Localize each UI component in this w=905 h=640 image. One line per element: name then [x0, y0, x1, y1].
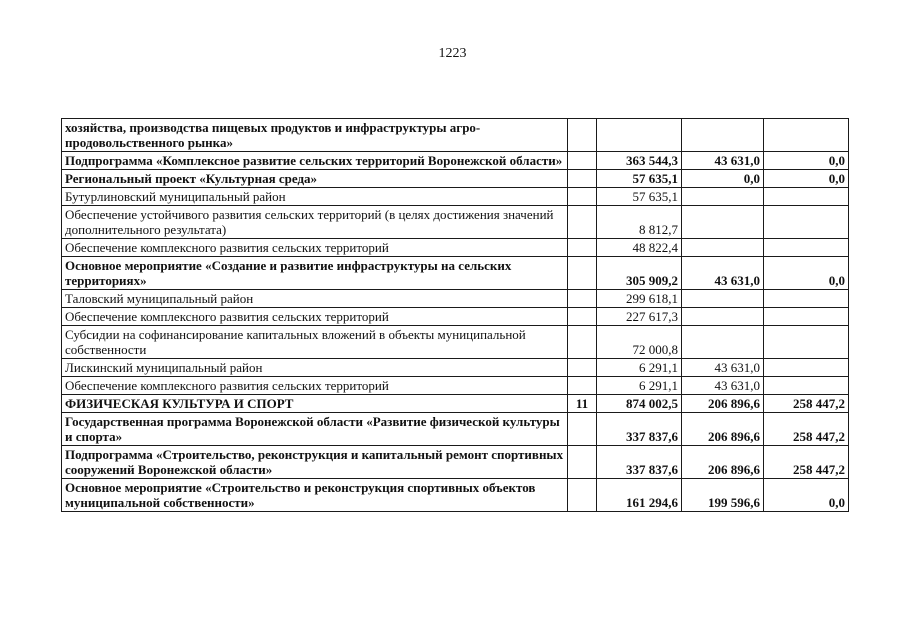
row-code-cell: 11 — [568, 395, 597, 413]
row-code-cell — [568, 446, 597, 479]
table-row — [62, 206, 849, 239]
table-row — [62, 170, 849, 188]
row-code-cell — [568, 326, 597, 359]
row-value-2021-cell: 305 909,2 — [597, 257, 682, 290]
row-name-cell: Субсидии на софинансирование капитальных вложений в объекты муниципальной собственности — [62, 326, 568, 359]
row-code-cell — [568, 188, 597, 206]
row-value-2022-cell: 43 631,0 — [682, 257, 764, 290]
table-row — [62, 290, 849, 308]
table-row — [62, 359, 849, 377]
row-value-2023-cell — [764, 290, 849, 308]
row-code-cell — [568, 152, 597, 170]
row-value-2022-cell: 0,0 — [682, 170, 764, 188]
row-name-cell: Бутурлиновский муниципальный район — [62, 188, 568, 206]
row-value-2022-cell — [682, 326, 764, 359]
row-value-2023-cell: 0,0 — [764, 479, 849, 512]
budget-table — [61, 118, 849, 512]
row-value-2021-cell: 227 617,3 — [597, 308, 682, 326]
row-value-2023-cell — [764, 326, 849, 359]
table-row — [62, 239, 849, 257]
row-value-2021-cell — [597, 119, 682, 152]
table-row — [62, 119, 849, 152]
row-value-2023-cell — [764, 359, 849, 377]
row-value-2023-cell: 258 447,2 — [764, 446, 849, 479]
row-code-cell — [568, 413, 597, 446]
row-value-2022-cell — [682, 206, 764, 239]
row-code-cell — [568, 257, 597, 290]
row-name-cell: хозяйства, производства пищевых продуктов и инфраструктуры агро-продовольственного рынка» — [62, 119, 568, 152]
row-value-2022-cell — [682, 290, 764, 308]
row-value-2022-cell — [682, 308, 764, 326]
table-row — [62, 326, 849, 359]
row-value-2023-cell: 258 447,2 — [764, 395, 849, 413]
row-value-2021-cell: 161 294,6 — [597, 479, 682, 512]
row-value-2023-cell — [764, 206, 849, 239]
row-code-cell — [568, 359, 597, 377]
row-value-2021-cell: 8 812,7 — [597, 206, 682, 239]
row-name-cell: Основное мероприятие «Строительство и реконструкция спортивных объектов муниципальной собственности» — [62, 479, 568, 512]
row-name-cell: Государственная программа Воронежской области «Развитие физической культуры и спорта» — [62, 413, 568, 446]
row-code-cell — [568, 377, 597, 395]
page-number: 1223 — [438, 46, 467, 61]
row-value-2023-cell: 0,0 — [764, 170, 849, 188]
table-row — [62, 446, 849, 479]
row-name-cell: Подпрограмма «Строительство, реконструкция и капитальный ремонт спортивных сооружений Воронежской области» — [62, 446, 568, 479]
table-row — [62, 479, 849, 512]
row-value-2022-cell: 199 596,6 — [682, 479, 764, 512]
row-value-2021-cell: 6 291,1 — [597, 359, 682, 377]
row-value-2023-cell: 0,0 — [764, 152, 849, 170]
row-value-2023-cell — [764, 308, 849, 326]
row-value-2022-cell: 206 896,6 — [682, 395, 764, 413]
table-row — [62, 377, 849, 395]
row-code-cell — [568, 119, 597, 152]
row-value-2023-cell: 0,0 — [764, 257, 849, 290]
row-value-2021-cell: 6 291,1 — [597, 377, 682, 395]
row-value-2022-cell — [682, 119, 764, 152]
row-code-cell — [568, 206, 597, 239]
row-value-2021-cell: 57 635,1 — [597, 188, 682, 206]
row-value-2021-cell: 57 635,1 — [597, 170, 682, 188]
row-value-2022-cell: 43 631,0 — [682, 359, 764, 377]
row-name-cell: Обеспечение комплексного развития сельских территорий — [62, 377, 568, 395]
budget-table-body — [62, 119, 849, 512]
table-row — [62, 308, 849, 326]
row-value-2021-cell: 363 544,3 — [597, 152, 682, 170]
row-name-cell: Обеспечение комплексного развития сельских территорий — [62, 308, 568, 326]
row-value-2022-cell — [682, 239, 764, 257]
row-name-cell: Обеспечение устойчивого развития сельских территорий (в целях достижения значений дополнительного результата) — [62, 206, 568, 239]
row-value-2022-cell: 43 631,0 — [682, 377, 764, 395]
row-value-2021-cell: 299 618,1 — [597, 290, 682, 308]
row-name-cell: Основное мероприятие «Создание и развитие инфраструктуры на сельских территориях» — [62, 257, 568, 290]
table-row — [62, 152, 849, 170]
row-name-cell: Обеспечение комплексного развития сельских территорий — [62, 239, 568, 257]
row-value-2022-cell: 206 896,6 — [682, 413, 764, 446]
row-name-cell: Региональный проект «Культурная среда» — [62, 170, 568, 188]
row-code-cell — [568, 239, 597, 257]
table-row — [62, 257, 849, 290]
table-row — [62, 395, 849, 413]
row-code-cell — [568, 308, 597, 326]
row-name-cell: Подпрограмма «Комплексное развитие сельских территорий Воронежской области» — [62, 152, 568, 170]
row-value-2023-cell — [764, 239, 849, 257]
row-value-2021-cell: 337 837,6 — [597, 446, 682, 479]
row-code-cell — [568, 290, 597, 308]
row-name-cell: Лискинский муниципальный район — [62, 359, 568, 377]
row-code-cell — [568, 170, 597, 188]
row-value-2022-cell: 43 631,0 — [682, 152, 764, 170]
row-value-2023-cell — [764, 377, 849, 395]
row-value-2021-cell: 337 837,6 — [597, 413, 682, 446]
row-name-cell: Таловский муниципальный район — [62, 290, 568, 308]
row-value-2021-cell: 72 000,8 — [597, 326, 682, 359]
row-value-2022-cell — [682, 188, 764, 206]
table-row — [62, 188, 849, 206]
row-value-2021-cell: 48 822,4 — [597, 239, 682, 257]
row-value-2023-cell — [764, 119, 849, 152]
row-code-cell — [568, 479, 597, 512]
row-value-2022-cell: 206 896,6 — [682, 446, 764, 479]
row-value-2021-cell: 874 002,5 — [597, 395, 682, 413]
row-name-cell: ФИЗИЧЕСКАЯ КУЛЬТУРА И СПОРТ — [62, 395, 568, 413]
table-row — [62, 413, 849, 446]
row-value-2023-cell — [764, 188, 849, 206]
row-value-2023-cell: 258 447,2 — [764, 413, 849, 446]
